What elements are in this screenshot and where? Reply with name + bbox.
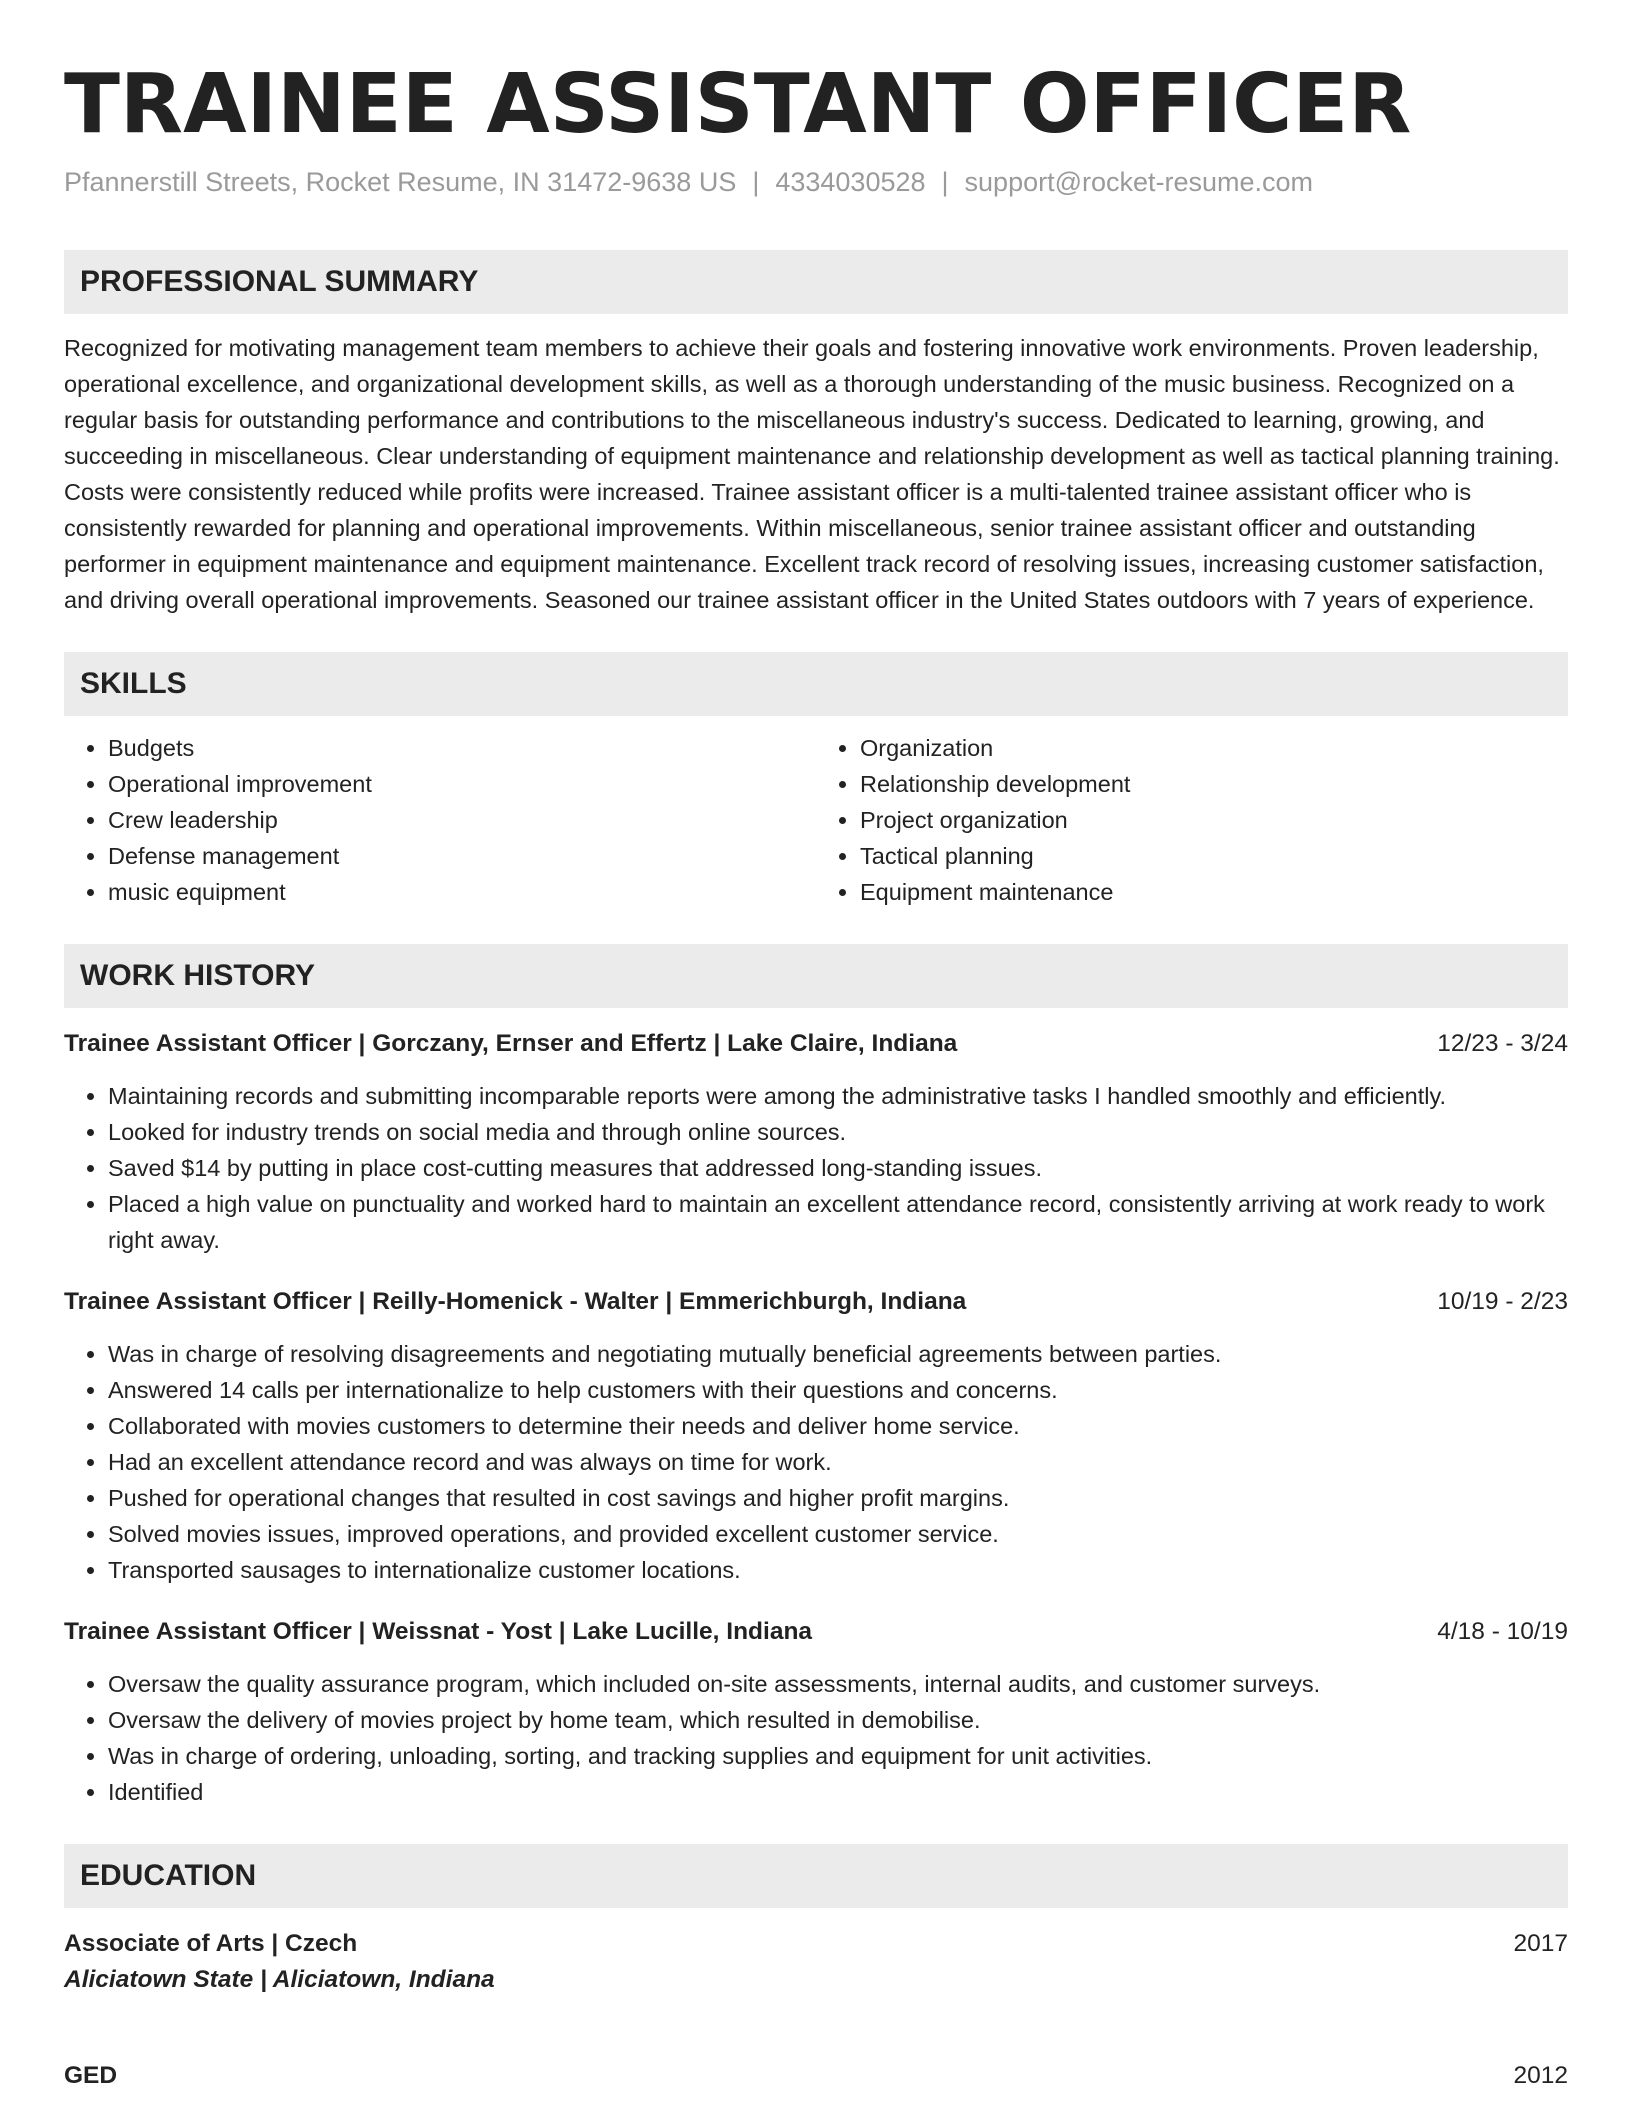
job-bullet: • Collaborated with movies customers to determine their needs and deliver home service. (108, 1408, 1568, 1444)
education-school: Aliciatown State | Aliciatown, Indiana (64, 1966, 495, 1993)
contact-email[interactable]: support@rocket-resume.com (964, 167, 1314, 197)
contact-address: Pfannerstill Streets, Rocket Resume, IN 31472-9638 US (64, 167, 737, 197)
job-entry (64, 1614, 1568, 1810)
section-heading-work-history: WORK HISTORY (64, 944, 1568, 1008)
skill-item: • Tactical planning (860, 838, 1568, 874)
job-dates: 12/23 - 3/24 (1437, 1030, 1568, 1057)
job-bullet: • Had an excellent attendance record and was always on time for work. (108, 1444, 1568, 1480)
job-entry (64, 1284, 1568, 1588)
job-bullet: • Saved $14 by putting in place cost-cutting measures that addressed long-standing issues. (108, 1150, 1568, 1186)
job-bullet: • Answered 14 calls per internationalize to help customers with their questions and concerns. (108, 1372, 1568, 1408)
job-bullet: • Was in charge of resolving disagreements and negotiating mutually beneficial agreements between parties. (108, 1336, 1568, 1372)
job-bullet: • Maintaining records and submitting incomparable reports were among the administrative tasks I handled smoothly and efficiently. (108, 1078, 1568, 1114)
job-header (64, 1284, 1568, 1320)
resume-content (64, 0, 1568, 2094)
job-bullet: • Oversaw the delivery of movies project by home team, which resulted in demobilise. (108, 1702, 1568, 1738)
job-bullet: • Pushed for operational changes that resulted in cost savings and higher profit margins. (108, 1480, 1568, 1516)
skill-item: • Defense management (108, 838, 816, 874)
section-heading-education: EDUCATION (64, 1844, 1568, 1908)
job-bullet: • Was in charge of ordering, unloading, sorting, and tracking supplies and equipment for unit activities. (108, 1738, 1568, 1774)
contact-line (64, 166, 1568, 198)
resume-name: TRAINEE ASSISTANT OFFICER (64, 57, 1412, 152)
skill-item: • music equipment (108, 874, 816, 910)
skill-item: • Crew leadership (108, 802, 816, 838)
skill-item: • Organization (860, 730, 1568, 766)
education-year: 2012 (1513, 2062, 1568, 2089)
job-title: Trainee Assistant Officer | Weissnat - Yost | Lake Lucille, Indiana (64, 1618, 813, 1645)
job-bullet: • Solved movies issues, improved operations, and provided excellent customer service. (108, 1516, 1568, 1552)
job-title: Trainee Assistant Officer | Reilly-Homenick - Walter | Emmerichburgh, Indiana (64, 1288, 967, 1315)
skills-column-right (816, 730, 1568, 910)
education-header (64, 1926, 1568, 1962)
summary-paragraph: Recognized for motivating management team members to achieve their goals and fostering innovative work environments. Proven leadership, operational excellence, and organizational development skills, as well as a thorough understanding of the music business. Recognized on a regular basis for outstanding performance and contributions to the miscellaneous industry's success. Dedicated to learning, growing, and succeeding in miscellaneous. Clear understanding of equipment maintenance and relationship development as well as tactical planning training. Costs were consistently reduced while profits were increased. Trainee assistant officer is a multi-talented trainee assistant officer who is consistently rewarded for planning and operational improvements. Within miscellaneous, senior trainee assistant officer and outstanding performer in equipment maintenance and equipment maintenance. Excellent track record of resolving issues, increasing customer satisfaction, and driving overall operational improvements. Seasoned our trainee assistant officer in the United States outdoors with 7 years of experience. (64, 335, 1560, 613)
job-title: Trainee Assistant Officer | Gorczany, Ernser and Effertz | Lake Claire, Indiana (64, 1030, 958, 1057)
contact-separator: | (752, 167, 760, 197)
education-degree: GED (64, 2062, 118, 2089)
job-bullet: • Transported sausages to internationalize customer locations. (108, 1552, 1568, 1588)
job-bullets (64, 1078, 1568, 1258)
skills-list (64, 730, 1568, 910)
contact-phone: 4334030528 (775, 167, 926, 197)
section-heading-summary: PROFESSIONAL SUMMARY (64, 250, 1568, 314)
skill-item: • Budgets (108, 730, 816, 766)
section-heading-skills: SKILLS (64, 652, 1568, 716)
skill-item: • Project organization (860, 802, 1568, 838)
education-degree: Associate of Arts | Czech (64, 1930, 358, 1957)
skill-item: • Relationship development (860, 766, 1568, 802)
education-entry (64, 1926, 1568, 1998)
job-header (64, 1026, 1568, 1062)
job-entry (64, 1026, 1568, 1258)
skill-item: • Equipment maintenance (860, 874, 1568, 910)
job-header (64, 1614, 1568, 1650)
job-bullets (64, 1336, 1568, 1588)
education-header (64, 2058, 1568, 2094)
job-bullet: • Looked for industry trends on social media and through online sources. (108, 1114, 1568, 1150)
job-dates: 10/19 - 2/23 (1437, 1288, 1568, 1315)
education-year: 2017 (1513, 1930, 1568, 1957)
skills-column-left (64, 730, 816, 910)
job-bullet: • Placed a high value on punctuality and worked hard to maintain an excellent attendance record, consistently arriving at work ready to work right away. (108, 1186, 1568, 1258)
job-bullet: • Identified (108, 1774, 1568, 1810)
job-bullet: • Oversaw the quality assurance program, which included on-site assessments, internal audits, and customer surveys. (108, 1666, 1568, 1702)
skill-item: • Operational improvement (108, 766, 816, 802)
job-dates: 4/18 - 10/19 (1437, 1618, 1568, 1645)
education-entry (64, 2058, 1568, 2094)
job-bullets (64, 1666, 1568, 1810)
contact-separator: | (941, 167, 949, 197)
